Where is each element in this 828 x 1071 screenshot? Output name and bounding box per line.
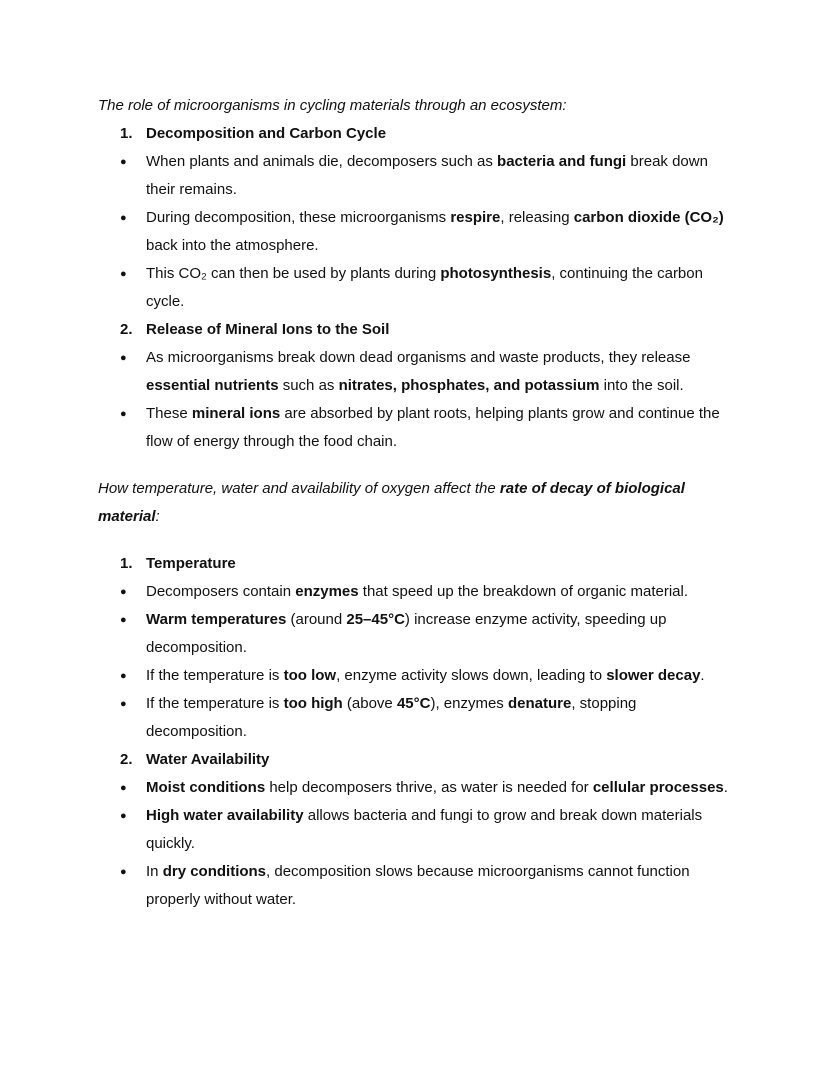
bullet-line <box>98 232 798 260</box>
bold-text: rate of decay of biological <box>499 480 685 497</box>
bullet-line <box>98 176 798 204</box>
bullet-icon: ● <box>120 408 127 420</box>
text: The role of microorganisms in cycling materials through an ecosystem: <box>98 97 567 114</box>
list-number: 1. <box>120 125 133 142</box>
text: , decomposition slows because microorganisms cannot function <box>266 863 690 880</box>
text: During decomposition, these microorganisms <box>146 209 451 226</box>
text: such as <box>278 377 339 394</box>
text: allows bacteria and fungi to grow and break down materials <box>303 807 703 824</box>
bold-text: bacteria and fungi <box>497 153 627 170</box>
bold-text: carbon dioxide (CO₂) <box>573 209 724 226</box>
list-number: 2. <box>120 751 133 768</box>
text: As microorganisms break down dead organisms and waste products, they release <box>146 349 691 366</box>
intro-line <box>98 475 798 503</box>
text: back into the atmosphere. <box>146 237 319 254</box>
list-number: 2. <box>120 321 133 338</box>
text: quickly. <box>146 835 195 852</box>
text: into the soil. <box>599 377 684 394</box>
text: In <box>146 863 163 880</box>
text: : <box>155 508 160 525</box>
bullet-line <box>98 578 798 606</box>
text: Water Availability <box>146 751 270 768</box>
text: ) increase enzyme activity, speeding up <box>404 611 667 628</box>
bold-text: 45°C <box>396 695 431 712</box>
bold-text: nitrates, phosphates, and potassium <box>338 377 600 394</box>
bullet-line <box>98 774 798 802</box>
bullet-icon: ● <box>120 268 127 280</box>
bold-text: too low <box>283 667 337 684</box>
bold-text: 25–45°C <box>346 611 405 628</box>
bullet-line <box>98 830 798 858</box>
bold-text: essential nutrients <box>146 377 279 394</box>
text: . <box>723 779 728 796</box>
text: , enzyme activity slows down, leading to <box>336 667 607 684</box>
bullet-line <box>98 802 798 830</box>
section-heading <box>98 550 798 578</box>
bullet-line <box>98 606 798 634</box>
bold-text: enzymes <box>295 583 359 600</box>
bold-text: Moist conditions <box>146 779 266 796</box>
text: These <box>146 405 192 422</box>
bullet-icon: ● <box>120 614 127 626</box>
text: cycle. <box>146 293 185 310</box>
section-heading <box>98 746 798 774</box>
bullet-icon: ● <box>120 212 127 224</box>
bullet-icon: ● <box>120 156 127 168</box>
text: properly without water. <box>146 891 297 908</box>
text: ), enzymes <box>430 695 508 712</box>
bold-text: photosynthesis <box>440 265 552 282</box>
bullet-line <box>98 148 798 176</box>
bold-text: cellular processes <box>592 779 724 796</box>
section-heading <box>98 120 798 148</box>
text: Release of Mineral Ions to the Soil <box>146 321 390 338</box>
bullet-icon: ● <box>120 586 127 598</box>
text: , continuing the carbon <box>551 265 703 282</box>
text: , releasing <box>500 209 574 226</box>
bullet-icon: ● <box>120 866 127 878</box>
bold-text: High water availability <box>146 807 304 824</box>
text: (around <box>286 611 347 628</box>
bullet-line <box>98 662 798 690</box>
bullet-icon: ● <box>120 810 127 822</box>
bullet-icon: ● <box>120 782 127 794</box>
text: that speed up the breakdown of organic material. <box>358 583 688 600</box>
text: If the temperature is <box>146 695 284 712</box>
text: flow of energy through the food chain. <box>146 433 398 450</box>
bullet-line <box>98 288 798 316</box>
text: This CO₂ can then be used by plants during <box>146 265 441 282</box>
text: decomposition. <box>146 639 247 656</box>
bullet-line <box>98 718 798 746</box>
bold-text: Warm temperatures <box>146 611 287 628</box>
bullet-icon: ● <box>120 670 127 682</box>
bold-text: denature <box>507 695 572 712</box>
bullet-line <box>98 344 798 372</box>
list-number: 1. <box>120 555 133 572</box>
text: When plants and animals die, decomposers such as <box>146 153 498 170</box>
text: If the temperature is <box>146 667 284 684</box>
bullet-line <box>98 204 798 232</box>
bold-text: slower decay <box>606 667 701 684</box>
text: decomposition. <box>146 723 247 740</box>
bullet-line <box>98 690 798 718</box>
bullet-line <box>98 886 798 914</box>
bullet-line <box>98 858 798 886</box>
bold-text: dry conditions <box>162 863 267 880</box>
text: Decomposition and Carbon Cycle <box>146 125 387 142</box>
text: How temperature, water and availability of oxygen affect the <box>98 480 500 497</box>
intro-line <box>98 503 798 531</box>
bold-text: mineral ions <box>191 405 281 422</box>
text: Temperature <box>146 555 236 572</box>
bullet-icon: ● <box>120 352 127 364</box>
bullet-line <box>98 260 798 288</box>
bullet-line <box>98 400 798 428</box>
bullet-line <box>98 634 798 662</box>
intro-line <box>98 92 798 120</box>
text: . <box>700 667 705 684</box>
text: , stopping <box>571 695 637 712</box>
section-heading <box>98 316 798 344</box>
bold-text: material <box>98 508 156 525</box>
bold-text: respire <box>450 209 501 226</box>
bullet-line <box>98 428 798 456</box>
document-body <box>98 92 798 914</box>
text: (above <box>342 695 397 712</box>
text: are absorbed by plant roots, helping plants grow and continue the <box>280 405 720 422</box>
text: break down <box>626 153 708 170</box>
bullet-line <box>98 372 798 400</box>
text: their remains. <box>146 181 237 198</box>
text: help decomposers thrive, as water is needed for <box>265 779 593 796</box>
text: Decomposers contain <box>146 583 296 600</box>
bullet-icon: ● <box>120 698 127 710</box>
bold-text: too high <box>283 695 343 712</box>
